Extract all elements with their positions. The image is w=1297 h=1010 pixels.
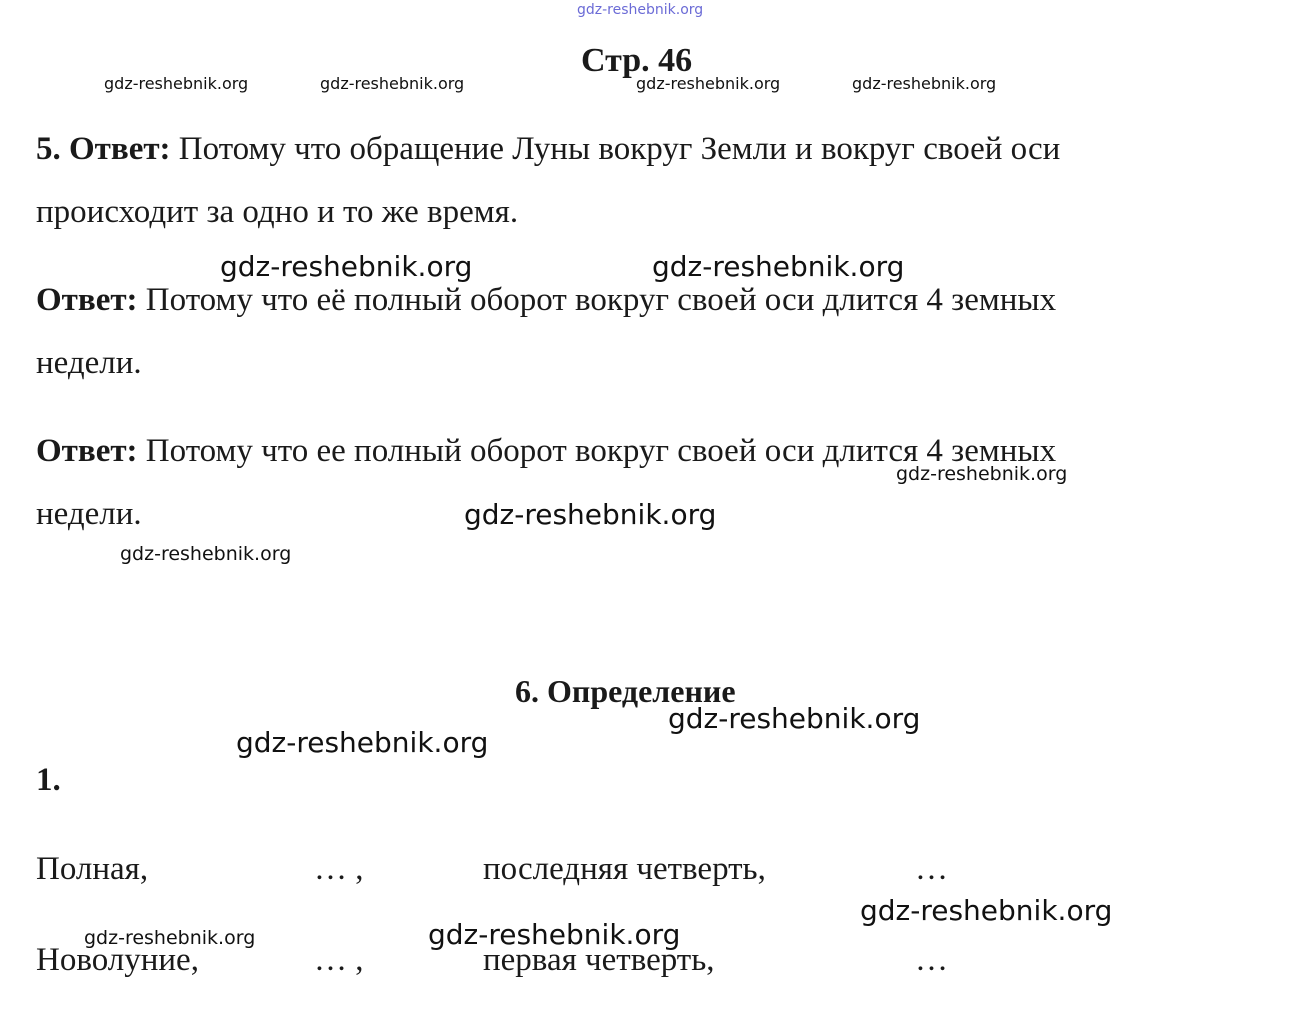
row1-cell: Полная, (36, 851, 149, 887)
task6-item-label: 1. (36, 762, 61, 798)
answer2-text-line2: недели. (36, 345, 142, 381)
watermark-small: gdz-reshebnik.org (104, 74, 249, 93)
task5-label: 5. Ответ: (36, 131, 171, 167)
watermark-large: gdz-reshebnik.org (220, 250, 473, 283)
watermark-small: gdz-reshebnik.org (636, 74, 781, 93)
answer3-label: Ответ: (36, 433, 138, 469)
answer2-line1 (36, 284, 1056, 317)
row2-cell: первая четверть, (483, 942, 715, 978)
watermark-small: gdz-reshebnik.org (84, 927, 256, 949)
answer3-text-line2: недели. (36, 496, 142, 532)
row2-cell: … (915, 942, 948, 978)
task5-text-line2: происходит за одно и то же время. (36, 194, 519, 230)
watermark-small: gdz-reshebnik.org (120, 543, 292, 565)
watermark-small: gdz-reshebnik.org (896, 463, 1068, 485)
watermark-small: gdz-reshebnik.org (852, 74, 997, 93)
watermark-large: gdz-reshebnik.org (860, 894, 1113, 927)
row1-cell: … (915, 851, 948, 887)
watermark-large: gdz-reshebnik.org (428, 918, 681, 951)
watermark-small: gdz-reshebnik.org (320, 74, 465, 93)
answer2-text-line1: Потому что её полный оборот вокруг своей оси длится 4 земных (137, 282, 1057, 318)
row2-cell: Новолуние, (36, 942, 199, 978)
row2-cell: … , (314, 942, 364, 978)
task6-heading: 6. Определение (515, 673, 736, 709)
watermark-top: gdz-reshebnik.org (577, 2, 704, 18)
watermark-large: gdz-reshebnik.org (668, 702, 921, 735)
watermark-large: gdz-reshebnik.org (236, 726, 489, 759)
answer3-text-line1: Потому что ее полный оборот вокруг своей оси длится 4 земных (137, 433, 1057, 469)
row1-cell: … , (314, 851, 364, 887)
watermark-large: gdz-reshebnik.org (464, 498, 717, 531)
watermark-large: gdz-reshebnik.org (652, 250, 905, 283)
row1-cell: последняя четверть, (483, 851, 766, 887)
answer2-label: Ответ: (36, 282, 138, 318)
task5-text-line1: Потому что обращение Луны вокруг Земли и вокруг своей оси (170, 131, 1061, 167)
task5-line1 (36, 133, 1060, 166)
page-title: Стр. 46 (581, 42, 693, 79)
